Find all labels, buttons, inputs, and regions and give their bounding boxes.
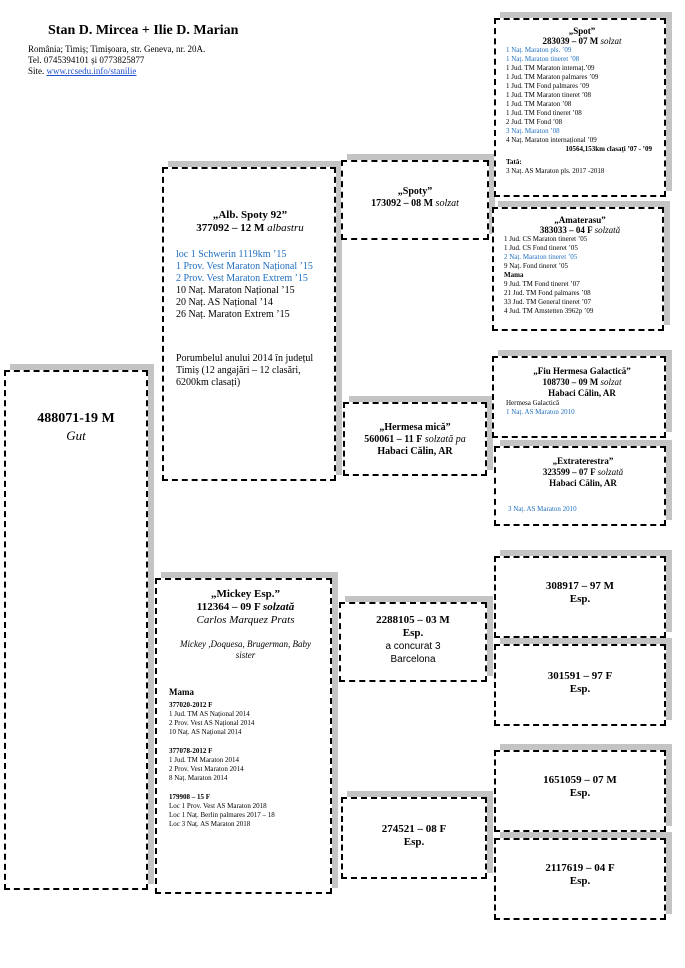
sire-note: Porumbelul anului 2014 în județul Timiș (12 angajări – 12 clasări, 6200km clasați) [176, 353, 314, 388]
sire-sire-box [341, 160, 489, 240]
result: 1 Jud. TM Maraton palmares ’09 [506, 73, 599, 81]
result: 1 Naț. Maraton tineret ’08 [506, 55, 580, 63]
sd-breeder: Habaci Călin, AR [377, 446, 453, 457]
group-ring: 377078-2012 F [169, 747, 213, 755]
group-line: 8 Naț. Maraton 2014 [169, 774, 228, 782]
ddd-box [494, 838, 666, 920]
group-ring: 377020-2012 F [169, 701, 213, 709]
sdd-ring: 323599 – 07 F [542, 467, 596, 477]
sss-results [506, 46, 658, 176]
sire-result: loc 1 Schwerin 1119km ’15 [176, 249, 287, 260]
sire-dam-box [343, 402, 487, 476]
subject-ring: 488071-19 M [37, 411, 115, 426]
result: 1 Jud. TM Maraton internaț.’09 [506, 64, 595, 72]
result: 1 Jud. TM Fond palmares ’09 [506, 82, 590, 90]
group-line: 1 Jud. TM AS Național 2014 [169, 710, 250, 718]
dam-mama-group [169, 793, 322, 829]
subject-color: Gut [66, 428, 86, 443]
result: 9 Jud. TM Fond tineret ’07 [504, 280, 580, 288]
site-link[interactable]: www.rcsedu.info/stanilie [46, 66, 137, 76]
ssd-ring: 383033 – 04 F [539, 225, 593, 235]
ddd-breed: Esp. [569, 875, 591, 887]
sire-result: 2 Prov. Vest Maraton Extrem ’15 [176, 273, 308, 284]
group-line: 2 Prov. Vest Maraton 2014 [169, 765, 244, 773]
sire-results [176, 249, 324, 321]
dds-breed: Esp. [569, 787, 591, 799]
sss-tata-line: 3 Naț. AS Maraton pls. 2017 -2018 [506, 167, 605, 175]
dsd-box [494, 644, 666, 726]
dss-ring: 308917 – 97 M [545, 580, 615, 592]
result: 33 Jud. TM General tineret ’07 [504, 298, 591, 306]
result: 4 Naț. Maraton internațional ’09 [506, 136, 597, 144]
ds-note: Barcelona [390, 654, 436, 665]
sss-km: 10564,153km clasați ’07 - ’09 [565, 145, 652, 153]
ds-ring: 2288105 – 03 M [376, 614, 450, 626]
group-line: 2 Prov. Vest AS Național 2014 [169, 719, 255, 727]
sss-ring: 283039 – 07 M [542, 36, 599, 46]
ss-ring: 173092 – 08 M [371, 198, 434, 209]
sire-result: 10 Naț. Maraton Național ’15 [176, 285, 295, 296]
site-label: Site. [28, 66, 45, 76]
group-line: 10 Naț. AS Național 2014 [169, 728, 242, 736]
sire-result: 26 Naț. Maraton Extrem ’15 [176, 309, 290, 320]
result: 1 Jud. TM Maraton ’08 [506, 100, 572, 108]
sss-box [494, 18, 666, 197]
group-line: 1 Jud. TM Maraton 2014 [169, 756, 240, 764]
ds-note: a concurat 3 [385, 641, 441, 652]
header [28, 22, 328, 77]
ssd-results [504, 235, 656, 316]
sd-ring: 560061 – 11 F [364, 434, 423, 445]
sds-ring: 108730 – 09 M [542, 377, 599, 387]
dam-ring: 112364 – 09 F [196, 601, 261, 613]
result: 1 Jud. CS Maraton tineret ’05 [504, 235, 588, 243]
sire-ring: 377092 – 12 M [196, 222, 265, 234]
sd-color: solzată pa [424, 434, 466, 445]
result: 21 Jud. TM Fond palmares ’08 [504, 289, 591, 297]
sds-color: solzat [600, 377, 622, 387]
result: 9 Naț. Fond tineret ’05 [504, 262, 568, 270]
sds-box [492, 356, 666, 438]
ss-name: „Spoty” [397, 186, 433, 197]
result: 2 Jud. TM Fond ’08 [506, 118, 563, 126]
dsd-breed: Esp. [569, 683, 591, 695]
sdd-box [494, 446, 666, 526]
sire-name: „Alb. Spoty 92” [212, 209, 288, 221]
dds-box [494, 750, 666, 832]
result: 1 Jud. TM Fond tineret ’08 [506, 109, 582, 117]
result: 4 Jud. TM Amstetten 3962p ’09 [504, 307, 594, 315]
group-line: Loc 1 Prov. Vest AS Maraton 2018 [169, 802, 267, 810]
sire-result: 20 Naț. AS Național ’14 [176, 297, 273, 308]
dam-color: solzată [263, 601, 295, 613]
sire-result: 1 Prov. Vest Maraton Național ’15 [176, 261, 313, 272]
ddd-ring: 2117619 – 04 F [545, 862, 615, 874]
sdd-breeder: Habaci Călin, AR [549, 478, 617, 488]
result: 2 Naț. Maraton tineret ’05 [504, 253, 578, 261]
ssd-name: „Amaterasu” [554, 215, 606, 225]
dds-ring: 1651059 – 07 M [543, 774, 617, 786]
address: România; Timiș; Timișoara, str. Geneva, nr. 20A. [28, 44, 206, 54]
sdd-color: solzată [597, 467, 624, 477]
dam-sire-box [339, 602, 487, 682]
result: 1 Naț. Maraton pls. ’09 [506, 46, 572, 54]
sdd-name: „Extraterestra” [552, 456, 614, 466]
subject-box [4, 370, 148, 890]
dd-breed: Esp. [403, 836, 425, 848]
page-title: Stan D. Mircea + Ilie D. Marian [48, 23, 239, 38]
sds-line: 1 Naț. AS Maraton 2010 [506, 408, 575, 416]
sss-name: „Spot” [568, 26, 596, 36]
dam-mama-title: Mama [169, 687, 194, 697]
sss-tata: Tată: [506, 158, 522, 166]
phone: Tel. 0745394101 și 0773825877 [28, 55, 145, 65]
ssd-box [492, 207, 664, 331]
ssd-mama: Mama [504, 271, 524, 279]
sds-name: „Fiu Hermesa Galactică” [533, 366, 631, 376]
ds-breed: Esp. [402, 627, 424, 639]
group-line: Loc 3 Naț. AS Maraton 2018 [169, 820, 251, 828]
result: 3 Naț. Maraton ’08 [506, 127, 560, 135]
dd-ring: 274521 – 08 F [381, 823, 447, 835]
result: 1 Jud. CS Fond tineret ’05 [504, 244, 578, 252]
dam-mama-group [169, 747, 322, 783]
ss-color: solzat [435, 198, 459, 209]
dam-mama-group [169, 701, 322, 737]
dam-dam-box [341, 797, 487, 879]
dam-breeder: Carlos Marquez Prats [196, 614, 295, 626]
sds-breeder: Habaci Călin, AR [548, 388, 616, 398]
dam-name: „Mickey Esp.” [210, 588, 281, 600]
dam-box [155, 578, 332, 894]
sds-line: Hermesa Galactică [506, 399, 560, 407]
result: 1 Jud. TM Maraton tineret ’08 [506, 91, 592, 99]
sire-box [162, 167, 336, 481]
group-line: Loc 1 Naț. Berlin palmares 2017 – 18 [169, 811, 275, 819]
sdd-line: 3 Naț. AS Maraton 2010 [508, 505, 577, 513]
dam-siblings: Mickey ,Doquesa, Brugerman, Baby sister [180, 639, 311, 660]
ssd-color: solzată [594, 225, 621, 235]
sire-color: albastru [267, 222, 304, 234]
sd-name: „Hermesa mică” [379, 422, 451, 433]
dss-breed: Esp. [569, 593, 591, 605]
dsd-ring: 301591 – 97 F [547, 670, 613, 682]
group-ring: 179908 – 15 F [169, 793, 211, 801]
sss-color: solzat [600, 36, 622, 46]
dss-box [494, 556, 666, 638]
